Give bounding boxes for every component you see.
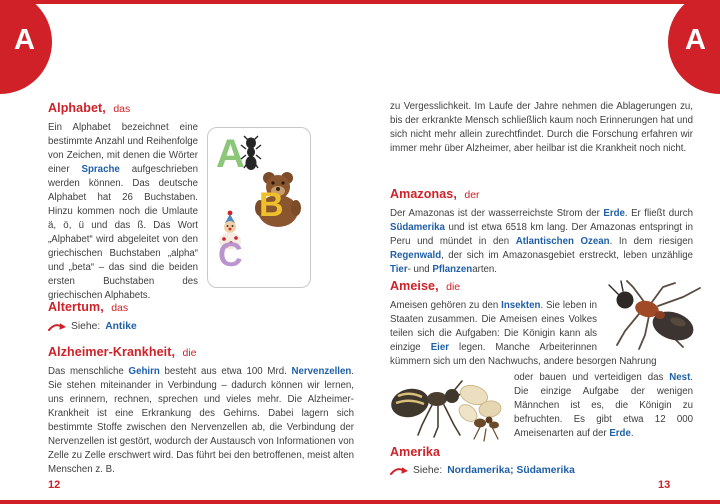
entry-body-top bbox=[390, 299, 693, 369]
card-letter-b: B bbox=[259, 186, 284, 224]
ant-photo-illustration bbox=[603, 279, 715, 353]
see-also-arrow-icon bbox=[48, 322, 66, 332]
see-target: Antike bbox=[105, 321, 137, 332]
entry-amerika bbox=[390, 444, 575, 478]
page-number-left: 12 bbox=[48, 479, 61, 491]
entry-term: Alphabet, bbox=[48, 101, 106, 115]
section-letter-badge-left bbox=[0, 0, 52, 94]
body-text: oder bauen und verteidigen das Nest. Die einzige Aufgabe der wenigen Männchen ist es, die Königin zu befruchten. Es gibt etwa 12 000 Ameisenarten auf der Erde. bbox=[514, 372, 693, 439]
section-letter: A bbox=[14, 24, 35, 56]
bottom-rule bbox=[0, 500, 720, 504]
entry-body: zu Vergesslichkeit. Im Laufe der Jahre nehmen die Ablagerungen zu, bis der erkrankte Mensch schließlich kaum noch Erinnerungen hat und sich nicht mehr allein zurechtfindet. Durch die Forschung erfahren wir immer mehr über Alzheimer, aber heilbar ist die Krankheit noch nicht. bbox=[390, 101, 693, 154]
entry-body: Das menschliche Gehirn besteht aus etwa 100 Mrd. Nervenzellen. Sie stehen miteinander in Verbindung – dadurch können wir lernen, uns erinnern, rechnen, sprechen und vieles mehr. Die Alzheimer-Krankheit ist eine Erkrankung des Gehirns. Dabei lagern sich bestimmte Stoffe zwischen den Nervenzellen ab, die Verbindung der Nervenzellen ist gestört, wodurch der Austausch von Informationen von Zelle zu Zelle erschwert wird. Das führt bei den betroffenen, meist alten Menschen z. B. bbox=[48, 366, 354, 475]
see-label: Siehe: bbox=[71, 321, 101, 332]
entry-body: Ein Alphabet bezeichnet eine bestimmte Anzahl und Reihenfolge von Zeichen, mit denen die Wörter einer Sprache aufgeschrieben werden können. Das deutsche Alphabet hat 26 Buchstaben. Hinzu kommen noch die Umlaute ä, ö, ü und das ß. Das Wort „Alphabet“ wird abgeleitet von den griechischen Buchstaben „alpha“ und „beta“ – das sind die beiden ersten Buchstaben des griechischen Alphabets. bbox=[48, 122, 198, 301]
see-target: Nordamerika; Südamerika bbox=[447, 465, 575, 476]
entry-article: das bbox=[113, 103, 131, 115]
see-also-line bbox=[48, 320, 137, 334]
alphabet-card-illustration bbox=[207, 127, 311, 288]
entry-term: Alzheimer-Krankheit, bbox=[48, 345, 176, 359]
entry-article: das bbox=[111, 302, 129, 314]
entry-article: die bbox=[446, 281, 461, 293]
see-also-arrow-icon bbox=[390, 466, 408, 476]
entry-heading bbox=[48, 100, 312, 117]
section-letter-badge-right bbox=[668, 0, 720, 94]
entry-term: Amazonas, bbox=[390, 187, 457, 201]
body-text: Ameisen gehören zu den Insekten. Sie leben in Staaten zusammen. Die Ameisen eines Volkes teilen sich die Aufgaben: Die Königin kann als einzige Eier legen. Manche Arbeiterinnen kümmern sich um den Nachwuchs, andere besorgen Nahrung bbox=[390, 300, 657, 367]
entry-article: der bbox=[464, 189, 480, 201]
entry-amazonas bbox=[390, 186, 693, 277]
entry-article: die bbox=[182, 347, 197, 359]
section-letter: A bbox=[685, 24, 706, 56]
card-letter-a: A bbox=[216, 132, 245, 176]
entry-heading bbox=[390, 444, 575, 460]
entry-alphabet bbox=[48, 100, 312, 303]
entry-alzheimer bbox=[48, 344, 354, 477]
page-number-right: 13 bbox=[658, 479, 671, 491]
entry-altertum bbox=[48, 299, 137, 334]
ants-with-larvae-photo-illustration bbox=[388, 363, 508, 445]
entry-body-bottom bbox=[390, 371, 693, 441]
entry-heading bbox=[390, 186, 693, 203]
entry-term: Ameise, bbox=[390, 279, 439, 293]
see-also-line bbox=[390, 464, 575, 478]
card-letter-c: C bbox=[218, 236, 243, 274]
entry-term: Altertum, bbox=[48, 300, 104, 314]
top-rule bbox=[0, 0, 720, 4]
entry-heading bbox=[48, 344, 354, 361]
entry-term: Amerika bbox=[390, 445, 441, 459]
entry-heading bbox=[48, 299, 137, 316]
ant-icon bbox=[240, 135, 262, 171]
entry-body: Der Amazonas ist der wasserreichste Strom der Erde. Er fließt durch Südamerika und ist etwa 6518 km lang. Der Amazonas entspringt in Peru und mündet in den Atlantischen Ozean. In dem riesigen Regenwald, der sich im Amazonasgebiet erstreckt, leben unzählige Tier- und Pflanzenarten. bbox=[390, 208, 693, 275]
entry-ameise bbox=[390, 278, 693, 445]
alzheimer-continuation bbox=[390, 100, 693, 156]
see-label: Siehe: bbox=[413, 465, 443, 476]
